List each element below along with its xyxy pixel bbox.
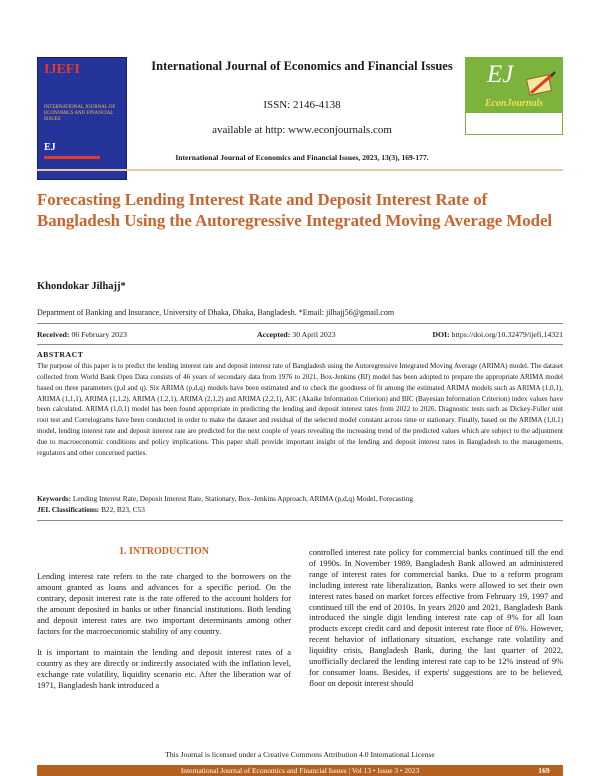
accepted-date [257, 330, 336, 339]
doi [432, 330, 563, 339]
page-number: 169 [538, 766, 550, 775]
paragraph: controlled interest rate policy for commercial banks continued till the end of 1990s. In November 1989, Bangladesh Bank allowed an administered range of interest rates for commercial banks. Due to a reform program including interest rate liberalization, Banks were allowed to set their own interest rates based on market forces effective from February 19, 1997 and continued till the end of 2010s. In years 2020 and 2021, Bangladesh Bank introduced the single digit lending interest rate cap of 9% for all loan products except credit card and deposit interest rate floor of 6%. However, recent behavior of inflationary situation, exchange rate volatility and liquidity crisis, Bangladesh Bank, during the last quarter of 2022, unofficially declared the lending interest rate cap to be 12% instead of 9% for consumer loans. Besides, if experts' suggestions are to be believed, floor on deposit interest should [309, 548, 563, 688]
keywords-label: Keywords: [37, 494, 72, 503]
journal-website[interactable]: available at http: www.econjournals.com [212, 124, 392, 136]
jel-line [37, 505, 563, 516]
paragraph: Lending interest rate refers to the rate charged to the borrowers on the amount granted as loans and advances for a specific period. On the contrary, deposit interest rate is the rate offered to the account holders for the amount deposited in banks or other financial institutions. Both lending and deposit interest rates are two important determinants among other factors for the macroeconomic stability of any country. [37, 572, 291, 636]
license-notice: This Journal is licensed under a Creative Commons Attribution 4.0 International License [165, 750, 435, 759]
jel-value: B22, B23, C53 [101, 504, 145, 514]
keywords-block [37, 494, 563, 515]
cover-mark: EJ [44, 142, 56, 153]
body-column-left [37, 572, 291, 703]
econjournals-logo [465, 57, 563, 112]
body-column-right [309, 548, 563, 701]
cover-subtitle: INTERNATIONAL JOURNAL OF ECONOMICS AND FINANCIAL ISSUES [44, 105, 116, 122]
header-divider [37, 169, 563, 171]
jel-label: JEL Classifications: [37, 504, 100, 514]
cover-abbreviation: IJEFI [44, 62, 80, 77]
divider [37, 323, 563, 324]
divider [37, 520, 563, 521]
logo-footer-strip [465, 112, 563, 135]
section-heading: 1. INTRODUCTION [118, 546, 209, 557]
pencil-icon [525, 71, 557, 97]
citation-line: International Journal of Economics and Financial Issues, 2023, 13(3), 169-177. [175, 153, 429, 162]
divider [37, 344, 563, 345]
accepted-label: Accepted: [257, 330, 291, 339]
author-affiliation: Department of Banking and Insurance, University of Dhaka, Dhaka, Bangladesh. *Email: jilhajj56@gmail.com [37, 308, 395, 317]
journal-title: International Journal of Economics and Financial Issues [151, 59, 453, 73]
footer-journal-info: International Journal of Economics and Financial Issues | Vol 13 • Issue 3 • 2023 [180, 766, 420, 775]
received-value: 06 February 2023 [71, 330, 127, 339]
journal-cover-image [37, 57, 127, 180]
paper-title: Forecasting Lending Interest Rate and Deposit Interest Rate of Bangladesh Using the Autoregressive Integrated Moving Average Model [37, 190, 553, 230]
logo-wordmark: EconJournals [484, 98, 544, 109]
doi-link[interactable]: https://doi.org/10.32479/ijefi.14321 [451, 330, 563, 339]
keywords-value: Lending Interest Rate, Deposit Interest Rate, Stationary, Box–Jenkins Approach, ARIMA (p,d,q) Model, Forecasting [72, 494, 414, 503]
issn: ISSN: 2146-4138 [263, 99, 341, 111]
cover-decoration [44, 156, 100, 159]
accepted-value: 30 April 2023 [292, 330, 336, 339]
paragraph: It is important to maintain the lending and deposit interest rates of a country as they are directly or indirectly associated with the inflation level, exchange rate volatility, liquidity scenario etc. After the liberation war of 1971, Bangladesh bank introduced a [37, 648, 291, 691]
keywords-line [37, 494, 563, 505]
received-date [37, 330, 127, 339]
author-name: Khondokar Jilhajj* [37, 281, 126, 292]
doi-label: DOI: [432, 330, 450, 339]
abstract-heading: ABSTRACT [37, 350, 84, 359]
logo-letters: EJ [487, 61, 514, 88]
abstract-body: The purpose of this paper is to predict the lending interest rate and deposit interest rate of Bangladesh using the Autoregressive Integrated Moving Average (ARIMA) model. The dataset collected from World Bank Open Data consists of 46 years of secondary data from 1976 to 2021. Box-Jenkins (BJ) model has been adopted to prepare the appropriate ARIMA model based on three parameters (p,d and q). Six ARIMA (p,d,q) models have been estimated and to check the goodness of fit among the estimated ARIMA models such as ARIMA (1,0,1), ARIMA (1,1,1), ARIMA (1,1,2), ARIMA (1,2,1), ARIMA (2,1,2) and ARIMA (2,2,1), AIC (Akaike Information Criterion) and BIC (Bayesian Information Criterion) index values have been calculated. ARIMA (1,0,1) model has been found appropriate in predicting the lending and deposit interest rates from 2022 to 2026. Diagnostic tests such as Dickey-Fuller unit root test and Correlograms have been conducted in order to make the dataset and residual of the selected model constant across time or stationary. Finally, based on the ARIMA (1,0,1) model, lending interest rate and deposit interest rate are predicted for the next couple of years revealing the increasing trend of the predicted values which are subject to the adjustment due to macroeconomic conditions and policy implications. This paper shall provide important insight of the lending and deposit interest rates in Bangladesh to the managements, regulators and other concerned parties. [37, 362, 563, 457]
received-label: Received: [37, 330, 70, 339]
